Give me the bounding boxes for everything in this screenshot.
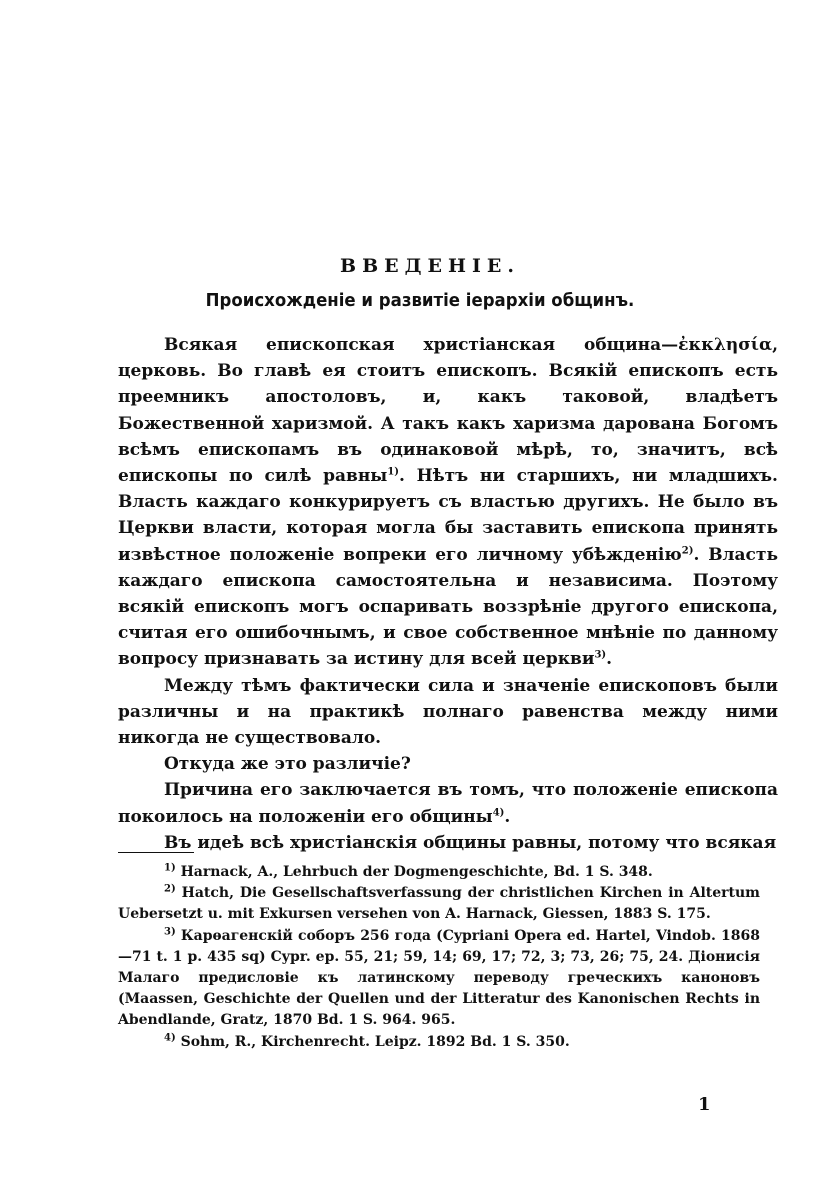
paragraph-text: Причина его заключается въ томъ, что положеніе епископа покоилось на положеніи его общины — [118, 780, 778, 827]
paragraph-text: . Нѣтъ ни старшихъ, ни младшихъ. Власть каждаго конкурируетъ съ властью другихъ. Не было въ Церкви власти, которая могла бы заставить епископа принять извѣстное положеніе вопреки его личному убѣжденію — [118, 466, 778, 565]
paragraph — [118, 332, 778, 673]
paragraph: Между тѣмъ фактически сила и значеніе епископовъ были различны и на практикѣ полнаго равенства между ними никогда не существовало. — [118, 675, 778, 749]
footnote-text: Hatch, Die Gesellschaftsverfassung der christlichen Kirchen in Altertum Uebersetzt u. mit Exkursen versehen von A. Harnack, Giessen, 1883 S. 175. — [118, 885, 760, 923]
paragraph-text: . — [606, 649, 613, 670]
paragraph-text: . Власть каждаго епископа самостоятельна и независима. Поэтому всякій епископъ могъ оспаривать воззрѣніе другого епископа, считая его ошибочнымъ, и свое собственное мнѣніе по данному вопросу признавать за истину для всей церкви — [118, 544, 778, 670]
footnote — [118, 1032, 760, 1053]
footnote — [118, 883, 760, 925]
footnote-text: Карѳагенскій соборъ 256 года (Cypriani Opera ed. Hartel, Vindob. 1868—71 t. 1 p. 435 sq) Cypr. ep. 55, 21; 59, 14; 69, 17; 72, 3; 73, 26; 75, 24. Діонисія Малаго предисловіе къ латинскому переводу греческихъ каноновъ (Maassen, Geschichte der Quellen und der Litteratur des Kanonischen Rechts in Abendlande, Gratz, 1870 Bd. 1 S. 964. 965. — [118, 927, 760, 1029]
page-number: 1 — [698, 1094, 711, 1115]
footnote — [118, 862, 760, 883]
footnotes — [118, 862, 760, 1053]
chapter-heading: ВВЕДЕНІЕ. — [340, 255, 520, 277]
footnote-mark: 3) — [164, 925, 176, 937]
paragraph — [118, 777, 778, 829]
chapter-subheading: Происхожденіе и развитіе іерархіи общинъ. — [205, 290, 635, 311]
paragraph: Въ идеѣ всѣ христіанскія общины равны, потому что всякая — [164, 832, 777, 853]
paragraph-text: Всякая епископская христіанская община—ἐκκλησία, церковь. Во главѣ ея стоитъ епископъ. Всякій епископъ есть преемникъ апостоловъ, и, какъ таковой, владѣетъ Божественной харизмой. А такъ какъ харизма дарована Богомъ всѣмъ епископамъ въ одинаковой мѣрѣ, то, значитъ, всѣ епископы по силѣ равны — [118, 335, 778, 487]
paragraph: Откуда же это различіе? — [164, 754, 411, 775]
footnote-ref: 4) — [492, 807, 505, 818]
footnote-ref: 2) — [681, 544, 694, 556]
footnote-mark: 2) — [164, 883, 176, 895]
footnote-divider — [118, 852, 194, 853]
footnote-mark: 4) — [164, 1031, 176, 1043]
body-text — [118, 332, 778, 856]
footnote-ref: 1) — [387, 466, 400, 478]
footnote-ref: 3) — [594, 649, 607, 661]
footnote — [118, 926, 760, 1032]
footnote-mark: 1) — [164, 862, 176, 874]
paragraph-text: . — [504, 806, 511, 827]
footnote-text: Sohm, R., Kirchenrecht. Leipz. 1892 Bd. 1 S. 350. — [180, 1033, 570, 1050]
footnote-text: Harnack, A., Lehrbuch der Dogmengeschichte, Bd. 1 S. 348. — [180, 864, 653, 880]
